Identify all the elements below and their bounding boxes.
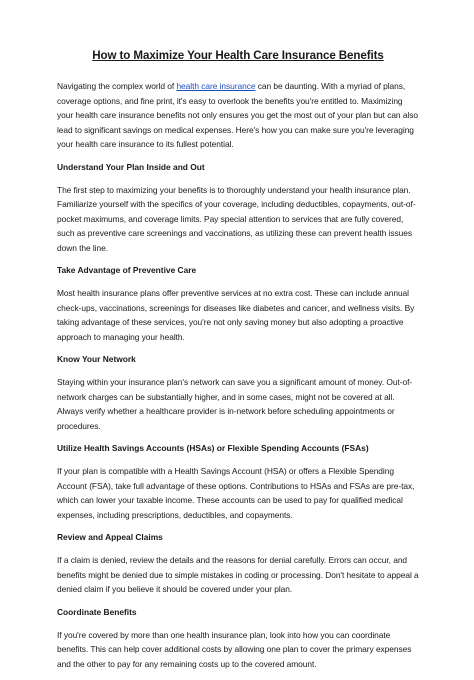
section-heading-know-network: Know Your Network [57, 354, 136, 364]
section-body-review-claims: If a claim is denied, review the details and the reasons for denial carefully. Errors can occur, and benefits might be denied due to simple mistakes in coding or processing. Don't hesitate to appeal a denied claim if you believe it should be covered under your plan. [57, 555, 419, 594]
section-heading-coordinate-benefits: Coordinate Benefits [57, 606, 137, 617]
section-heading-preventive-care: Take Advantage of Preventive Care [57, 265, 197, 275]
section-body-know-network: Staying within your insurance plan's network can save you a significant amount of money. Out-of-network charges can be substantially higher, and in some cases, might not be covered at all. Always verify whether a healthcare provider is in-network before scheduling appointments or procedures. [57, 377, 413, 431]
intro-text-start: Navigating the complex world of [57, 81, 177, 91]
section-heading-review-claims: Review and Appeal Claims [57, 532, 163, 542]
section-heading-understand-plan: Understand Your Plan Inside and Out [57, 161, 205, 172]
health-care-insurance-link[interactable]: health care insurance [176, 81, 256, 91]
section-body-hsa-fsa: If your plan is compatible with a Health Savings Account (HSA) or offers a Flexible Spending Account (FSA), take full advantage of these options. Contributions to HSAs and FSAs are pre-tax, which can lower your taxable income. These accounts can be used to pay for qualified medical expenses, including prescriptions, deductibles, and copayments. [57, 466, 415, 520]
section-heading-hsa-fsa: Utilize Health Savings Accounts (HSAs) or Flexible Spending Accounts (FSAs) [57, 443, 369, 453]
intro-text-end: can be daunting. With a myriad of plans, coverage options, and fine print, it's easy to overlook the benefits you're entitled to. Maximizing your health care insurance benefits not only ensures you get the most out of your plan but can also lead to significant savings on medical expenses. Here's how you can make sure you're leveraging your health care insurance to its fullest potential. [57, 81, 418, 149]
page-title: How to Maximize Your Health Care Insurance Benefits [92, 49, 384, 62]
section-body-preventive-care: Most health insurance plans offer preventive services at no extra cost. These can include annual check-ups, vaccinations, screenings for diseases like diabetes and cancer, and wellness visits. By taking advantage of these services, you're not only saving money but also adopting a proactive approach to managing your health. [57, 288, 415, 342]
section-body-coordinate-benefits: If you're covered by more than one health insurance plan, look into how you can coordinate benefits. This can help cover additional costs by allowing one plan to cover the primary expenses and the other to pay for any remaining costs up to the covered amount. [57, 629, 412, 669]
document-content [57, 49, 419, 680]
section-body-understand-plan: The first step to maximizing your benefits is to thoroughly understand your health insurance plan. Familiarize yourself with the specifics of your coverage, including deductibles, copayments, out-of-pocket maximums, and coverage limits. Pay special attention to services that are fully covered, such as preventive care screenings and vaccinations, as utilizing these can prevent health issues down the line. [57, 184, 416, 253]
intro-paragraph [57, 79, 419, 152]
